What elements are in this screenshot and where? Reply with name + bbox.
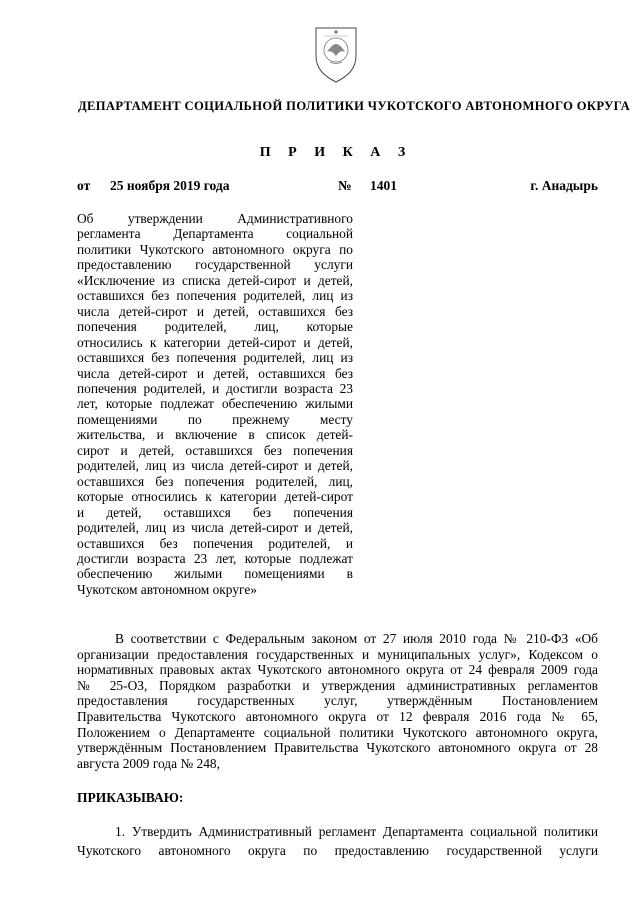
body-line: августа 2009 года № 248, bbox=[77, 755, 220, 771]
subject-line: относились к категории детей-сирот и детей, bbox=[77, 334, 353, 350]
body-line: организации предоставления государственных и муниципальных услуг», Кодексом о bbox=[77, 646, 598, 662]
body-line: Положением о Департаменте социальной политики Чукотского автономного округа, bbox=[77, 724, 598, 740]
subject-line: родителей, лиц из числа детей-сирот и детей, bbox=[77, 458, 353, 474]
item-line: Чукотского автономного округа по предоставлению государственной услуги bbox=[77, 842, 598, 858]
body-line: предоставления государственных услуг, утверждённым Постановлением bbox=[77, 693, 598, 709]
subject-line: и детей, оставшихся без попечения bbox=[77, 504, 353, 520]
order-subject bbox=[77, 211, 353, 597]
subject-line: оставшихся без попечения родителей, лиц из bbox=[77, 288, 353, 304]
body-line: утверждённым Постановлением Правительства Чукотского автономного округа от 28 bbox=[77, 740, 598, 756]
item-line: 1. Утвердить Административный регламент Департамента социальной политики bbox=[115, 824, 598, 839]
subject-line: регламента Департамента социальной bbox=[77, 226, 353, 242]
subject-line: достигли возраста 23 лет, которые подлежат bbox=[77, 550, 353, 566]
subject-line: оставшихся без попечения родителей, и bbox=[77, 535, 353, 551]
subject-line: числа детей-сирот и детей, оставшихся без bbox=[77, 365, 353, 381]
subject-line: попечения родителей, лиц, которые bbox=[77, 319, 353, 335]
order-city: г. Анадырь bbox=[530, 178, 598, 193]
subject-line: попечения родителей, и достигли возраста 23 bbox=[77, 380, 353, 396]
subject-line: родителей, лиц из числа детей-сирот и детей, bbox=[77, 520, 353, 536]
subject-line: оставшихся без попечения родителей, лиц, bbox=[77, 473, 353, 489]
subject-line: оставшихся без попечения родителей, лиц из bbox=[77, 350, 353, 366]
order-item-1 bbox=[77, 823, 598, 860]
subject-line: Чукотском автономном округе» bbox=[77, 581, 257, 597]
subject-line: Об утверждении Административного bbox=[77, 211, 353, 226]
document-type-heading: П Р И К А З bbox=[259, 145, 413, 160]
subject-line: помещениями по прежнему месту bbox=[77, 411, 353, 427]
subject-line: числа детей-сирот и детей, оставшихся без bbox=[77, 303, 353, 319]
order-date: 25 ноября 2019 года bbox=[110, 178, 230, 193]
subject-line: «Исключение из списка детей-сирот и детей, bbox=[77, 272, 353, 288]
subject-line: сирот и детей, оставшихся без попечения bbox=[77, 442, 353, 458]
body-line: № 25-ОЗ, Порядком разработки и утверждения административных регламентов bbox=[77, 677, 598, 693]
subject-line: которые относились к категории детей-сирот bbox=[77, 489, 353, 505]
subject-line: предоставлению государственной услуги bbox=[77, 257, 353, 273]
order-heading: ПРИКАЗЫВАЮ: bbox=[77, 790, 184, 805]
department-title: ДЕПАРТАМЕНТ СОЦИАЛЬНОЙ ПОЛИТИКИ ЧУКОТСКОГО АВТОНОМНОГО ОКРУГА bbox=[78, 99, 631, 113]
subject-line: лет, которые подлежат обеспечению жилыми bbox=[77, 396, 353, 412]
subject-line: политики Чукотского автономного округа по bbox=[77, 241, 353, 257]
coat-of-arms-icon bbox=[310, 22, 362, 84]
body-line: В соответствии с Федеральным законом от 27 июля 2010 года № 210-ФЗ «Об bbox=[115, 631, 598, 646]
body-line: нормативных правовых актах Чукотского автономного округа от 24 февраля 2009 года bbox=[77, 662, 598, 678]
number-sign: № bbox=[338, 178, 352, 193]
preamble-paragraph bbox=[77, 631, 598, 771]
subject-line: обеспечению жилыми помещениями в bbox=[77, 566, 353, 582]
order-number: 1401 bbox=[370, 178, 397, 193]
subject-line: жительства, и включение в список детей- bbox=[77, 427, 353, 443]
body-line: Правительства Чукотского автономного округа от 12 февраля 2016 года № 65, bbox=[77, 708, 598, 724]
date-prefix: от bbox=[77, 178, 91, 193]
